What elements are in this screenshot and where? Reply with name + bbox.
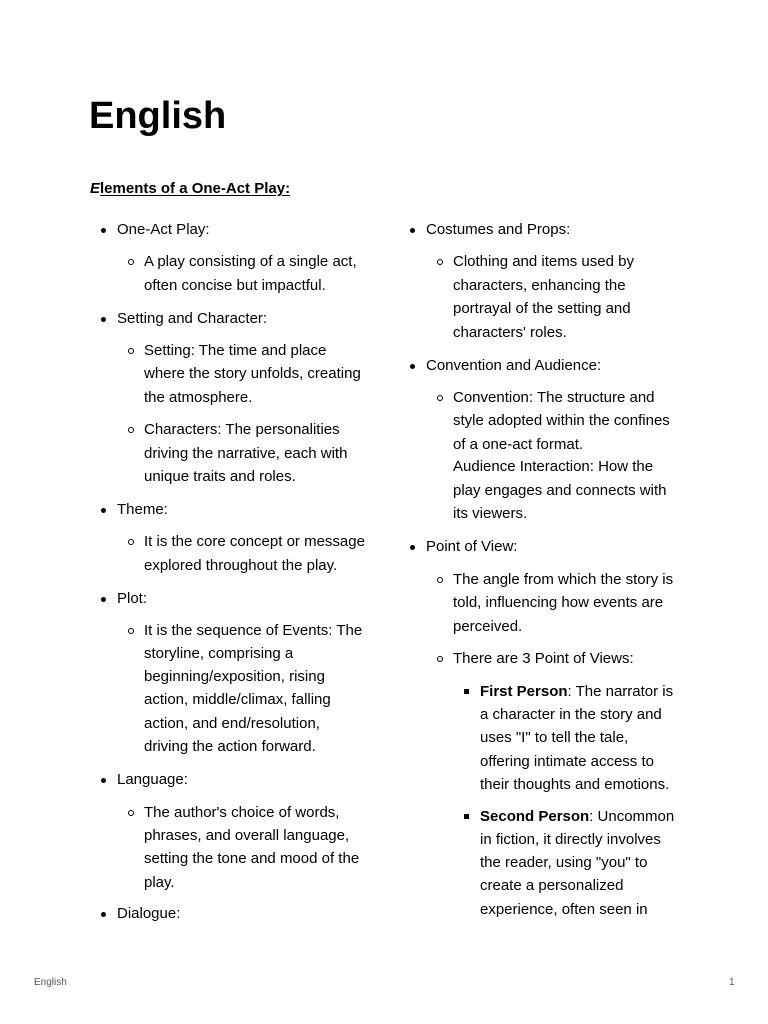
sub-bullet-text: A play consisting of a single act,: [144, 253, 357, 270]
sub-bullet-text: where the story unfolds, creating: [144, 365, 361, 382]
sub-bullet-text: play engages and connects with: [453, 482, 667, 499]
sub-bullet-text: of a one-act format.: [453, 436, 584, 453]
section-heading-text: lements of a One-Act Play:: [100, 180, 291, 197]
sub-bullet-text: perceived.: [453, 618, 523, 635]
sub-bullet-text: The author's choice of words,: [144, 804, 340, 821]
bullet-setting-and-character: Setting and Character:: [117, 310, 268, 327]
pov-text: experience, often seen in: [480, 901, 648, 918]
sub-bullet-text: unique traits and roles.: [144, 468, 296, 485]
sub-bullet-text: action, and end/resolution,: [144, 715, 320, 732]
sub-bullet-text: characters, enhancing the: [453, 277, 626, 294]
bullet-theme: Theme:: [117, 501, 168, 518]
sub-bullet-text: storyline, comprising a: [144, 645, 294, 662]
sub-bullet-text: driving the narrative, each with: [144, 445, 348, 462]
pov-text: in fiction, it directly involves: [480, 831, 661, 848]
sub-bullet-text: explored throughout the play.: [144, 557, 338, 574]
bullet-convention-and-audience: Convention and Audience:: [426, 357, 602, 374]
bullet-costumes-and-props: Costumes and Props:: [426, 221, 571, 238]
sub-bullet-text: There are 3 Point of Views:: [453, 650, 634, 667]
sub-bullet-text: It is the sequence of Events: The: [144, 622, 363, 639]
pov-text: offering intimate access to: [480, 753, 654, 770]
sub-bullet-text: The angle from which the story is: [453, 571, 674, 588]
footer-document-name: English: [34, 977, 67, 988]
footer-page-number: 1: [729, 977, 735, 988]
bullet-one-act-play: One-Act Play:: [117, 221, 210, 238]
sub-bullet-text: phrases, and overall language,: [144, 827, 350, 844]
bullet-dialogue: Dialogue:: [117, 905, 181, 922]
sub-bullet-text: It is the core concept or message: [144, 533, 365, 550]
pov-description: : Uncommon: [589, 808, 675, 825]
sub-bullet-text: beginning/exposition, rising: [144, 668, 325, 685]
sub-bullet-text: Setting: The time and place: [144, 342, 327, 359]
sub-bullet-text: style adopted within the confines: [453, 412, 670, 429]
pov-term: First Person: [480, 683, 568, 700]
sub-bullet-text: Audience Interaction: How the: [453, 458, 654, 475]
sub-bullet-text: its viewers.: [453, 505, 528, 522]
bullet-point-of-view: Point of View:: [426, 538, 518, 555]
pov-text: a character in the story and: [480, 706, 662, 723]
pov-second-person: [480, 807, 674, 827]
sub-bullet-text: told, influencing how events are: [453, 594, 664, 611]
sub-bullet-text: Characters: The personalities: [144, 421, 340, 438]
pov-description: : The narrator is: [567, 683, 674, 700]
document-title: English: [89, 95, 227, 137]
sub-bullet-text: play.: [144, 874, 175, 891]
sub-bullet-text: portrayal of the setting and: [453, 300, 631, 317]
pov-text: their thoughts and emotions.: [480, 776, 670, 793]
sub-bullet-text: action, middle/climax, falling: [144, 691, 331, 708]
section-heading: [90, 179, 290, 199]
sub-bullet-text: characters' roles.: [453, 324, 567, 341]
bullet-plot: Plot:: [117, 590, 148, 607]
sub-bullet-text: the atmosphere.: [144, 389, 253, 406]
sub-bullet-text: Convention: The structure and: [453, 389, 655, 406]
bullet-language: Language:: [117, 771, 188, 788]
pov-text: uses "I" to tell the tale,: [480, 729, 629, 746]
pov-first-person: [480, 682, 673, 702]
section-heading-initial: E: [90, 180, 101, 197]
pov-text: create a personalized: [480, 877, 624, 894]
pov-text: the reader, using "you" to: [480, 854, 648, 871]
sub-bullet-text: driving the action forward.: [144, 738, 316, 755]
sub-bullet-text: setting the tone and mood of the: [144, 850, 360, 867]
sub-bullet-text: Clothing and items used by: [453, 253, 634, 270]
sub-bullet-text: often concise but impactful.: [144, 277, 326, 294]
pov-term: Second Person: [480, 808, 590, 825]
